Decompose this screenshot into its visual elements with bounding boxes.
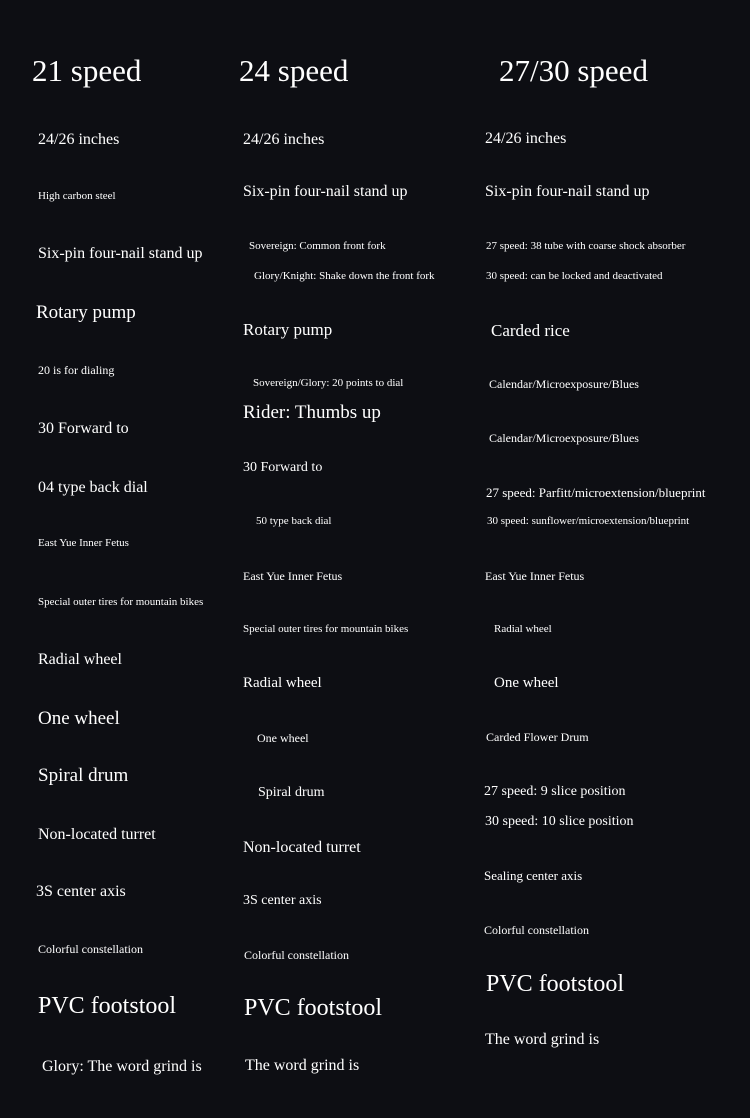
spec-item: 24/26 inches	[38, 131, 120, 148]
spec-item: Sovereign: Common front fork	[249, 240, 386, 252]
spec-item: 27 speed: 9 slice position	[484, 784, 626, 799]
spec-item: 24/26 inches	[243, 131, 325, 148]
spec-item: One wheel	[257, 731, 309, 745]
spec-item: 30 speed: 10 slice position	[485, 814, 634, 829]
spec-item: Non-located turret	[38, 826, 156, 843]
spec-item: Special outer tires for mountain bikes	[38, 596, 204, 608]
spec-item: Spiral drum	[38, 765, 129, 786]
spec-item: 30 speed: can be locked and deactivated	[486, 270, 663, 282]
spec-item: Six-pin four-nail stand up	[38, 245, 203, 262]
spec-item: High carbon steel	[38, 190, 116, 202]
spec-item: 30 speed: sunflower/microextension/blueprint	[487, 515, 690, 527]
spec-item: Sovereign/Glory: 20 points to dial	[253, 377, 404, 389]
spec-item: Radial wheel	[494, 623, 552, 635]
spec-item: Six-pin four-nail stand up	[485, 183, 650, 200]
spec-item: 27 speed: 38 tube with coarse shock absorber	[486, 240, 686, 252]
spec-item: PVC footstool	[486, 971, 625, 997]
spec-item: Radial wheel	[243, 675, 322, 691]
spec-item: Colorful constellation	[38, 942, 143, 956]
spec-item: 50 type back dial	[256, 515, 332, 527]
spec-item: One wheel	[494, 675, 559, 691]
spec-item: Rotary pump	[36, 302, 136, 323]
spec-item: PVC footstool	[38, 993, 177, 1019]
spec-item: 3S center axis	[243, 893, 322, 908]
spec-item: 20 is for dialing	[38, 363, 115, 377]
spec-item: Rotary pump	[243, 320, 333, 339]
spec-item: Calendar/Microexposure/Blues	[489, 377, 639, 391]
spec-item: 27 speed: Parfitt/microextension/blueprint	[486, 485, 706, 500]
spec-item: The word grind is	[485, 1031, 600, 1048]
spec-item: The word grind is	[245, 1057, 360, 1074]
spec-item: Glory: The word grind is	[42, 1058, 202, 1075]
spec-item: 04 type back dial	[38, 479, 148, 496]
spec-item: Non-located turret	[243, 839, 361, 856]
spec-item: Colorful constellation	[484, 923, 589, 937]
spec-item: Carded Flower Drum	[486, 730, 589, 744]
spec-item: Carded rice	[491, 321, 570, 340]
spec-item: Six-pin four-nail stand up	[243, 183, 408, 200]
spec-item: Calendar/Microexposure/Blues	[489, 431, 639, 445]
spec-item: 30 Forward to	[38, 420, 129, 437]
spec-item: Radial wheel	[38, 651, 122, 668]
spec-item: East Yue Inner Fetus	[485, 569, 585, 583]
spec-item: 30 Forward to	[243, 460, 323, 475]
spec-item: Glory/Knight: Shake down the front fork	[254, 270, 435, 282]
spec-item: Colorful constellation	[244, 948, 349, 962]
spec-item: PVC footstool	[244, 995, 383, 1021]
spec-item: East Yue Inner Fetus	[243, 569, 343, 583]
spec-item: Special outer tires for mountain bikes	[243, 623, 409, 635]
spec-item: 3S center axis	[36, 883, 126, 900]
spec-item: 24/26 inches	[485, 130, 567, 147]
spec-item: Spiral drum	[258, 785, 325, 800]
spec-item: Sealing center axis	[484, 868, 583, 883]
column-heading-27-30-speed: 27/30 speed	[499, 53, 648, 88]
spec-item: One wheel	[38, 708, 120, 729]
spec-item: Rider: Thumbs up	[243, 402, 381, 423]
spec-item: East Yue Inner Fetus	[38, 537, 129, 549]
column-heading-21-speed: 21 speed	[32, 53, 142, 88]
column-heading-24-speed: 24 speed	[239, 53, 349, 88]
